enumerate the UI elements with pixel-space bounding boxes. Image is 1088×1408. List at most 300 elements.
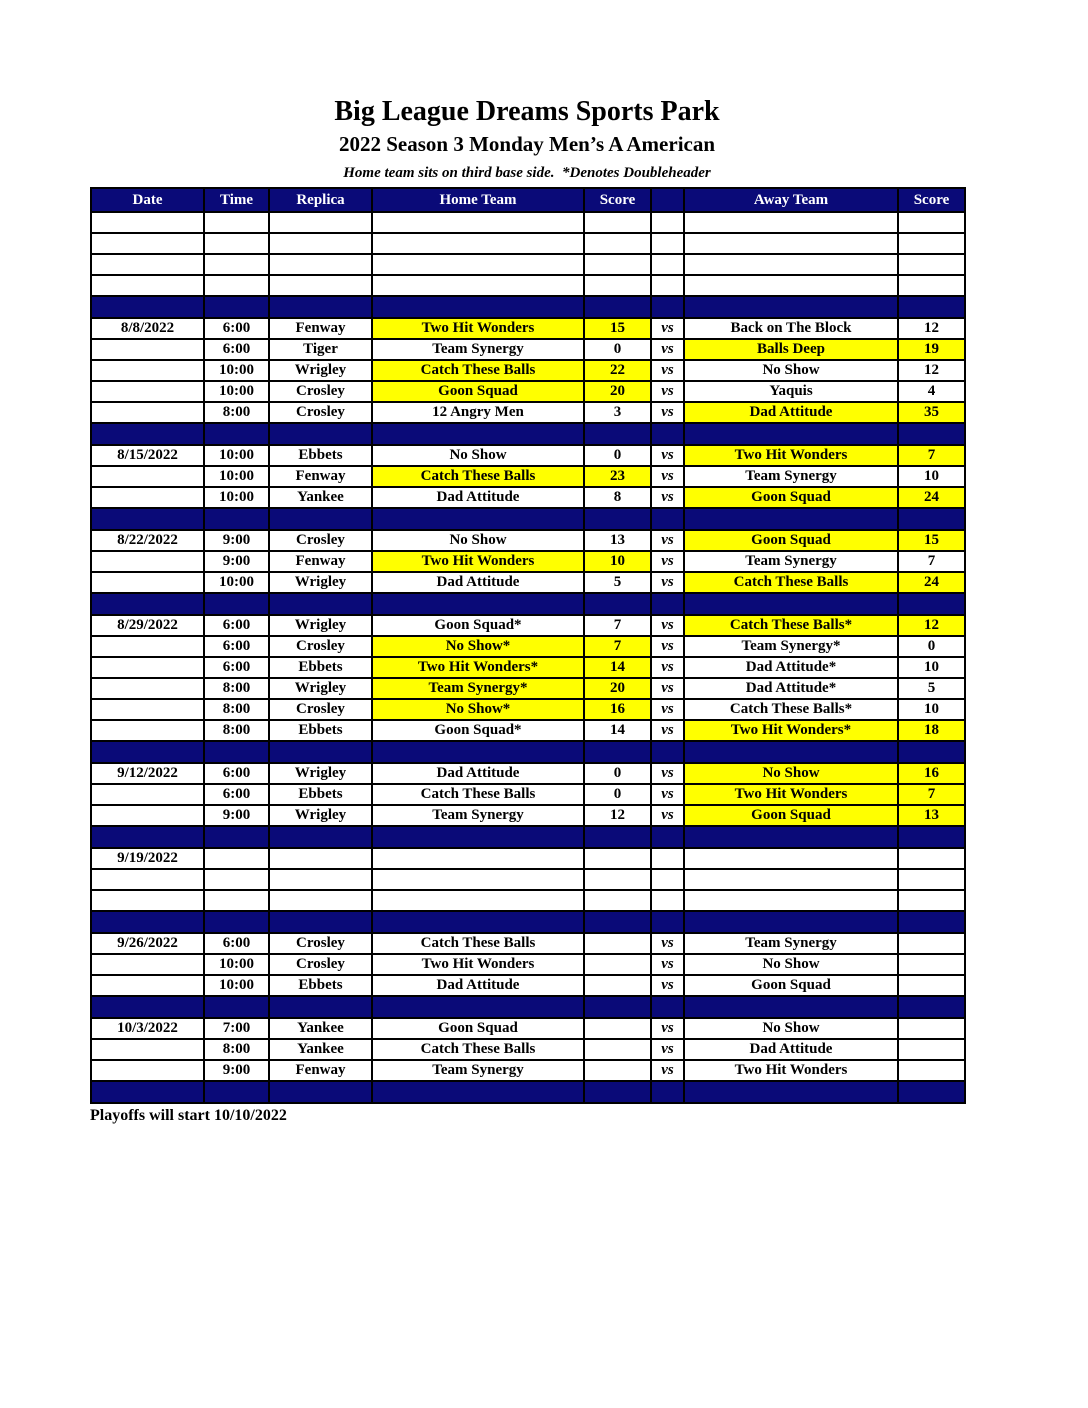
table-body	[91, 212, 965, 1103]
time-cell	[204, 296, 269, 318]
vs-cell: vs	[651, 975, 684, 996]
date-cell: 8/8/2022	[91, 318, 204, 339]
date-cell	[91, 572, 204, 593]
away-team-cell	[684, 996, 898, 1018]
column-header-date: Date	[91, 188, 204, 212]
home-score-cell: 16	[584, 699, 651, 720]
replica-cell: Yankee	[269, 487, 372, 508]
vs-cell: vs	[651, 805, 684, 826]
away-team-cell: Goon Squad	[684, 805, 898, 826]
replica-cell: Ebbets	[269, 445, 372, 466]
home-score-cell: 15	[584, 318, 651, 339]
vs-cell: vs	[651, 381, 684, 402]
away-team-cell	[684, 890, 898, 911]
away-score-cell	[898, 212, 965, 233]
date-cell	[91, 423, 204, 445]
away-team-cell	[684, 233, 898, 254]
game-row	[91, 530, 965, 551]
replica-cell: Crosley	[269, 402, 372, 423]
replica-cell: Fenway	[269, 318, 372, 339]
date-cell	[91, 275, 204, 296]
home-team-cell	[372, 508, 584, 530]
away-team-cell	[684, 741, 898, 763]
away-team-cell: Two Hit Wonders	[684, 1060, 898, 1081]
time-cell	[204, 508, 269, 530]
replica-cell: Fenway	[269, 551, 372, 572]
home-team-cell: Team Synergy*	[372, 678, 584, 699]
away-team-cell: Dad Attitude	[684, 1039, 898, 1060]
date-cell	[91, 233, 204, 254]
game-row	[91, 636, 965, 657]
home-team-cell	[372, 890, 584, 911]
replica-cell: Wrigley	[269, 805, 372, 826]
time-cell	[204, 890, 269, 911]
away-score-cell	[898, 826, 965, 848]
home-team-cell: Goon Squad*	[372, 720, 584, 741]
away-score-cell	[898, 848, 965, 869]
replica-cell: Yankee	[269, 1039, 372, 1060]
game-row	[91, 381, 965, 402]
replica-cell: Wrigley	[269, 763, 372, 784]
vs-cell: vs	[651, 339, 684, 360]
away-score-cell: 12	[898, 318, 965, 339]
home-score-cell	[584, 869, 651, 890]
replica-cell	[269, 212, 372, 233]
home-team-cell: Goon Squad	[372, 381, 584, 402]
separator-row	[91, 1081, 965, 1103]
home-team-cell: No Show	[372, 445, 584, 466]
vs-cell	[651, 1081, 684, 1103]
home-team-cell: 12 Angry Men	[372, 402, 584, 423]
vs-cell	[651, 593, 684, 615]
away-score-cell: 24	[898, 487, 965, 508]
home-score-cell: 10	[584, 551, 651, 572]
away-score-cell	[898, 508, 965, 530]
vs-cell	[651, 254, 684, 275]
date-cell	[91, 1081, 204, 1103]
date-cell	[91, 402, 204, 423]
vs-cell: vs	[651, 636, 684, 657]
page-subtitle: 2022 Season 3 Monday Men’s A American	[338, 132, 716, 157]
home-team-cell: Dad Attitude	[372, 487, 584, 508]
replica-cell	[269, 423, 372, 445]
time-cell: 6:00	[204, 763, 269, 784]
vs-cell	[651, 911, 684, 933]
home-team-cell: Two Hit Wonders*	[372, 657, 584, 678]
date-cell	[91, 911, 204, 933]
vs-cell	[651, 741, 684, 763]
home-team-cell	[372, 911, 584, 933]
time-cell: 10:00	[204, 445, 269, 466]
home-team-cell: Dad Attitude	[372, 572, 584, 593]
away-score-cell	[898, 1081, 965, 1103]
home-score-cell	[584, 996, 651, 1018]
replica-cell	[269, 296, 372, 318]
vs-cell	[651, 508, 684, 530]
away-team-cell: Team Synergy	[684, 551, 898, 572]
replica-cell: Ebbets	[269, 975, 372, 996]
time-cell: 10:00	[204, 466, 269, 487]
game-row	[91, 720, 965, 741]
away-score-cell	[898, 296, 965, 318]
away-team-cell: No Show	[684, 954, 898, 975]
home-team-cell: Two Hit Wonders	[372, 551, 584, 572]
home-score-cell	[584, 954, 651, 975]
away-team-cell: Goon Squad	[684, 530, 898, 551]
home-team-cell: Dad Attitude	[372, 763, 584, 784]
home-score-cell: 0	[584, 784, 651, 805]
playoffs-note: Playoffs will start 10/10/2022	[90, 1107, 287, 1125]
time-cell: 6:00	[204, 784, 269, 805]
date-cell	[91, 741, 204, 763]
vs-cell: vs	[651, 678, 684, 699]
date-cell	[91, 360, 204, 381]
home-score-cell	[584, 1039, 651, 1060]
home-score-cell	[584, 1018, 651, 1039]
home-team-cell	[372, 423, 584, 445]
replica-cell: Fenway	[269, 1060, 372, 1081]
home-score-cell: 0	[584, 763, 651, 784]
home-score-cell: 7	[584, 636, 651, 657]
home-score-cell	[584, 423, 651, 445]
page-title: Big League Dreams Sports Park	[334, 96, 720, 127]
game-row	[91, 551, 965, 572]
date-cell	[91, 699, 204, 720]
replica-cell	[269, 890, 372, 911]
separator-row	[91, 741, 965, 763]
vs-cell	[651, 423, 684, 445]
away-team-cell: Goon Squad	[684, 487, 898, 508]
away-team-cell: No Show	[684, 1018, 898, 1039]
date-cell: 10/3/2022	[91, 1018, 204, 1039]
away-team-cell	[684, 869, 898, 890]
vs-cell: vs	[651, 1039, 684, 1060]
home-score-cell	[584, 890, 651, 911]
date-cell	[91, 784, 204, 805]
vs-cell: vs	[651, 318, 684, 339]
time-cell: 8:00	[204, 402, 269, 423]
vs-cell	[651, 848, 684, 869]
time-cell: 6:00	[204, 615, 269, 636]
replica-cell: Crosley	[269, 636, 372, 657]
time-cell	[204, 254, 269, 275]
game-row	[91, 1018, 965, 1039]
schedule-table	[90, 187, 966, 1104]
away-score-cell: 7	[898, 445, 965, 466]
column-header-score-away: Score	[898, 188, 965, 212]
home-score-cell	[584, 1060, 651, 1081]
replica-cell: Crosley	[269, 699, 372, 720]
empty-row	[91, 275, 965, 296]
away-team-cell: Two Hit Wonders*	[684, 720, 898, 741]
replica-cell	[269, 1081, 372, 1103]
home-team-cell	[372, 275, 584, 296]
date-cell	[91, 636, 204, 657]
away-score-cell: 19	[898, 339, 965, 360]
vs-cell: vs	[651, 530, 684, 551]
home-team-cell	[372, 593, 584, 615]
home-team-cell: Team Synergy	[372, 339, 584, 360]
home-score-cell: 0	[584, 339, 651, 360]
replica-cell	[269, 233, 372, 254]
time-cell: 10:00	[204, 975, 269, 996]
home-score-cell	[584, 275, 651, 296]
vs-cell: vs	[651, 402, 684, 423]
home-score-cell	[584, 911, 651, 933]
away-team-cell: Back on The Block	[684, 318, 898, 339]
away-team-cell: No Show	[684, 360, 898, 381]
home-team-cell	[372, 826, 584, 848]
vs-cell	[651, 233, 684, 254]
away-score-cell	[898, 254, 965, 275]
game-row	[91, 657, 965, 678]
time-cell	[204, 423, 269, 445]
date-cell	[91, 254, 204, 275]
away-score-cell: 7	[898, 551, 965, 572]
game-row	[91, 678, 965, 699]
time-cell: 9:00	[204, 530, 269, 551]
empty-row	[91, 212, 965, 233]
away-score-cell: 4	[898, 381, 965, 402]
home-team-note: Home team sits on third base side. *Denotes Doubleheader	[343, 165, 711, 182]
separator-row	[91, 508, 965, 530]
replica-cell: Ebbets	[269, 720, 372, 741]
time-cell: 9:00	[204, 1060, 269, 1081]
away-score-cell	[898, 1039, 965, 1060]
game-row	[91, 339, 965, 360]
home-team-cell	[372, 996, 584, 1018]
away-score-cell	[898, 890, 965, 911]
vs-cell: vs	[651, 720, 684, 741]
time-cell	[204, 593, 269, 615]
home-score-cell: 23	[584, 466, 651, 487]
home-team-cell	[372, 254, 584, 275]
home-score-cell: 5	[584, 572, 651, 593]
date-cell	[91, 593, 204, 615]
home-team-cell: Goon Squad*	[372, 615, 584, 636]
vs-cell	[651, 890, 684, 911]
away-score-cell: 10	[898, 657, 965, 678]
replica-cell: Wrigley	[269, 678, 372, 699]
date-cell	[91, 975, 204, 996]
away-team-cell: Goon Squad	[684, 975, 898, 996]
replica-cell: Crosley	[269, 381, 372, 402]
date-cell: 9/26/2022	[91, 933, 204, 954]
home-score-cell: 22	[584, 360, 651, 381]
vs-cell: vs	[651, 487, 684, 508]
vs-cell	[651, 996, 684, 1018]
time-cell	[204, 826, 269, 848]
time-cell: 6:00	[204, 318, 269, 339]
separator-row	[91, 423, 965, 445]
date-cell	[91, 890, 204, 911]
column-header-vs	[651, 188, 684, 212]
date-cell	[91, 805, 204, 826]
away-score-cell: 7	[898, 784, 965, 805]
column-header-replica: Replica	[269, 188, 372, 212]
home-score-cell	[584, 1081, 651, 1103]
away-team-cell: Dad Attitude	[684, 402, 898, 423]
time-cell: 6:00	[204, 339, 269, 360]
date-cell	[91, 212, 204, 233]
date-cell	[91, 508, 204, 530]
game-row	[91, 572, 965, 593]
replica-cell: Yankee	[269, 1018, 372, 1039]
time-cell: 8:00	[204, 699, 269, 720]
home-score-cell	[584, 254, 651, 275]
game-row	[91, 975, 965, 996]
replica-cell	[269, 911, 372, 933]
away-score-cell	[898, 275, 965, 296]
home-team-cell: No Show*	[372, 699, 584, 720]
home-score-cell	[584, 933, 651, 954]
replica-cell: Crosley	[269, 530, 372, 551]
replica-cell: Ebbets	[269, 657, 372, 678]
away-score-cell	[898, 911, 965, 933]
away-score-cell: 16	[898, 763, 965, 784]
away-team-cell	[684, 911, 898, 933]
away-team-cell: Catch These Balls*	[684, 615, 898, 636]
home-score-cell	[584, 296, 651, 318]
home-team-cell: Catch These Balls	[372, 360, 584, 381]
replica-cell	[269, 848, 372, 869]
away-team-cell: Balls Deep	[684, 339, 898, 360]
time-cell: 6:00	[204, 657, 269, 678]
home-team-cell: Dad Attitude	[372, 975, 584, 996]
game-row	[91, 954, 965, 975]
game-row	[91, 763, 965, 784]
replica-cell	[269, 593, 372, 615]
game-row	[91, 699, 965, 720]
date-cell: 8/29/2022	[91, 615, 204, 636]
away-score-cell	[898, 1018, 965, 1039]
home-score-cell: 20	[584, 381, 651, 402]
away-team-cell	[684, 593, 898, 615]
time-cell: 6:00	[204, 933, 269, 954]
time-cell: 9:00	[204, 805, 269, 826]
vs-cell	[651, 869, 684, 890]
time-cell: 10:00	[204, 381, 269, 402]
game-row	[91, 805, 965, 826]
replica-cell: Tiger	[269, 339, 372, 360]
replica-cell	[269, 741, 372, 763]
game-row	[91, 848, 965, 869]
home-score-cell: 7	[584, 615, 651, 636]
date-cell	[91, 551, 204, 572]
away-team-cell	[684, 848, 898, 869]
separator-row	[91, 911, 965, 933]
vs-cell	[651, 275, 684, 296]
away-score-cell: 10	[898, 699, 965, 720]
home-score-cell: 8	[584, 487, 651, 508]
time-cell	[204, 869, 269, 890]
date-cell	[91, 954, 204, 975]
replica-cell	[269, 254, 372, 275]
home-team-cell: No Show*	[372, 636, 584, 657]
home-score-cell: 14	[584, 720, 651, 741]
home-score-cell	[584, 741, 651, 763]
vs-cell: vs	[651, 360, 684, 381]
away-team-cell: Team Synergy	[684, 466, 898, 487]
away-team-cell	[684, 508, 898, 530]
vs-cell: vs	[651, 572, 684, 593]
time-cell	[204, 911, 269, 933]
home-team-cell	[372, 233, 584, 254]
home-team-cell: No Show	[372, 530, 584, 551]
replica-cell	[269, 508, 372, 530]
separator-row	[91, 296, 965, 318]
away-team-cell: Two Hit Wonders	[684, 784, 898, 805]
game-row	[91, 1060, 965, 1081]
away-team-cell: Catch These Balls	[684, 572, 898, 593]
away-team-cell: Dad Attitude*	[684, 657, 898, 678]
replica-cell: Crosley	[269, 954, 372, 975]
date-cell	[91, 826, 204, 848]
separator-row	[91, 996, 965, 1018]
away-score-cell: 24	[898, 572, 965, 593]
replica-cell	[269, 826, 372, 848]
replica-cell: Wrigley	[269, 572, 372, 593]
time-cell	[204, 1081, 269, 1103]
home-team-cell	[372, 296, 584, 318]
game-row	[91, 466, 965, 487]
away-score-cell: 15	[898, 530, 965, 551]
vs-cell: vs	[651, 784, 684, 805]
date-cell	[91, 381, 204, 402]
game-row	[91, 1039, 965, 1060]
date-cell: 9/12/2022	[91, 763, 204, 784]
home-team-cell: Catch These Balls	[372, 1039, 584, 1060]
date-cell	[91, 1060, 204, 1081]
time-cell: 10:00	[204, 954, 269, 975]
home-team-cell: Catch These Balls	[372, 933, 584, 954]
time-cell: 8:00	[204, 1039, 269, 1060]
date-cell	[91, 487, 204, 508]
away-score-cell: 13	[898, 805, 965, 826]
vs-cell: vs	[651, 933, 684, 954]
vs-cell: vs	[651, 1060, 684, 1081]
away-score-cell	[898, 593, 965, 615]
date-cell	[91, 869, 204, 890]
time-cell: 6:00	[204, 636, 269, 657]
vs-cell: vs	[651, 763, 684, 784]
away-score-cell	[898, 233, 965, 254]
away-team-cell	[684, 423, 898, 445]
away-score-cell	[898, 869, 965, 890]
away-score-cell	[898, 423, 965, 445]
title-block	[90, 96, 964, 182]
date-cell	[91, 466, 204, 487]
game-row	[91, 615, 965, 636]
vs-cell: vs	[651, 445, 684, 466]
home-score-cell	[584, 848, 651, 869]
date-cell: 8/15/2022	[91, 445, 204, 466]
date-cell	[91, 678, 204, 699]
replica-cell: Wrigley	[269, 360, 372, 381]
home-score-cell: 20	[584, 678, 651, 699]
vs-cell	[651, 212, 684, 233]
separator-row	[91, 826, 965, 848]
home-score-cell: 12	[584, 805, 651, 826]
date-cell	[91, 657, 204, 678]
time-cell: 10:00	[204, 572, 269, 593]
home-score-cell: 13	[584, 530, 651, 551]
empty-row	[91, 890, 965, 911]
date-cell	[91, 996, 204, 1018]
time-cell: 9:00	[204, 551, 269, 572]
empty-row	[91, 869, 965, 890]
away-score-cell: 12	[898, 615, 965, 636]
